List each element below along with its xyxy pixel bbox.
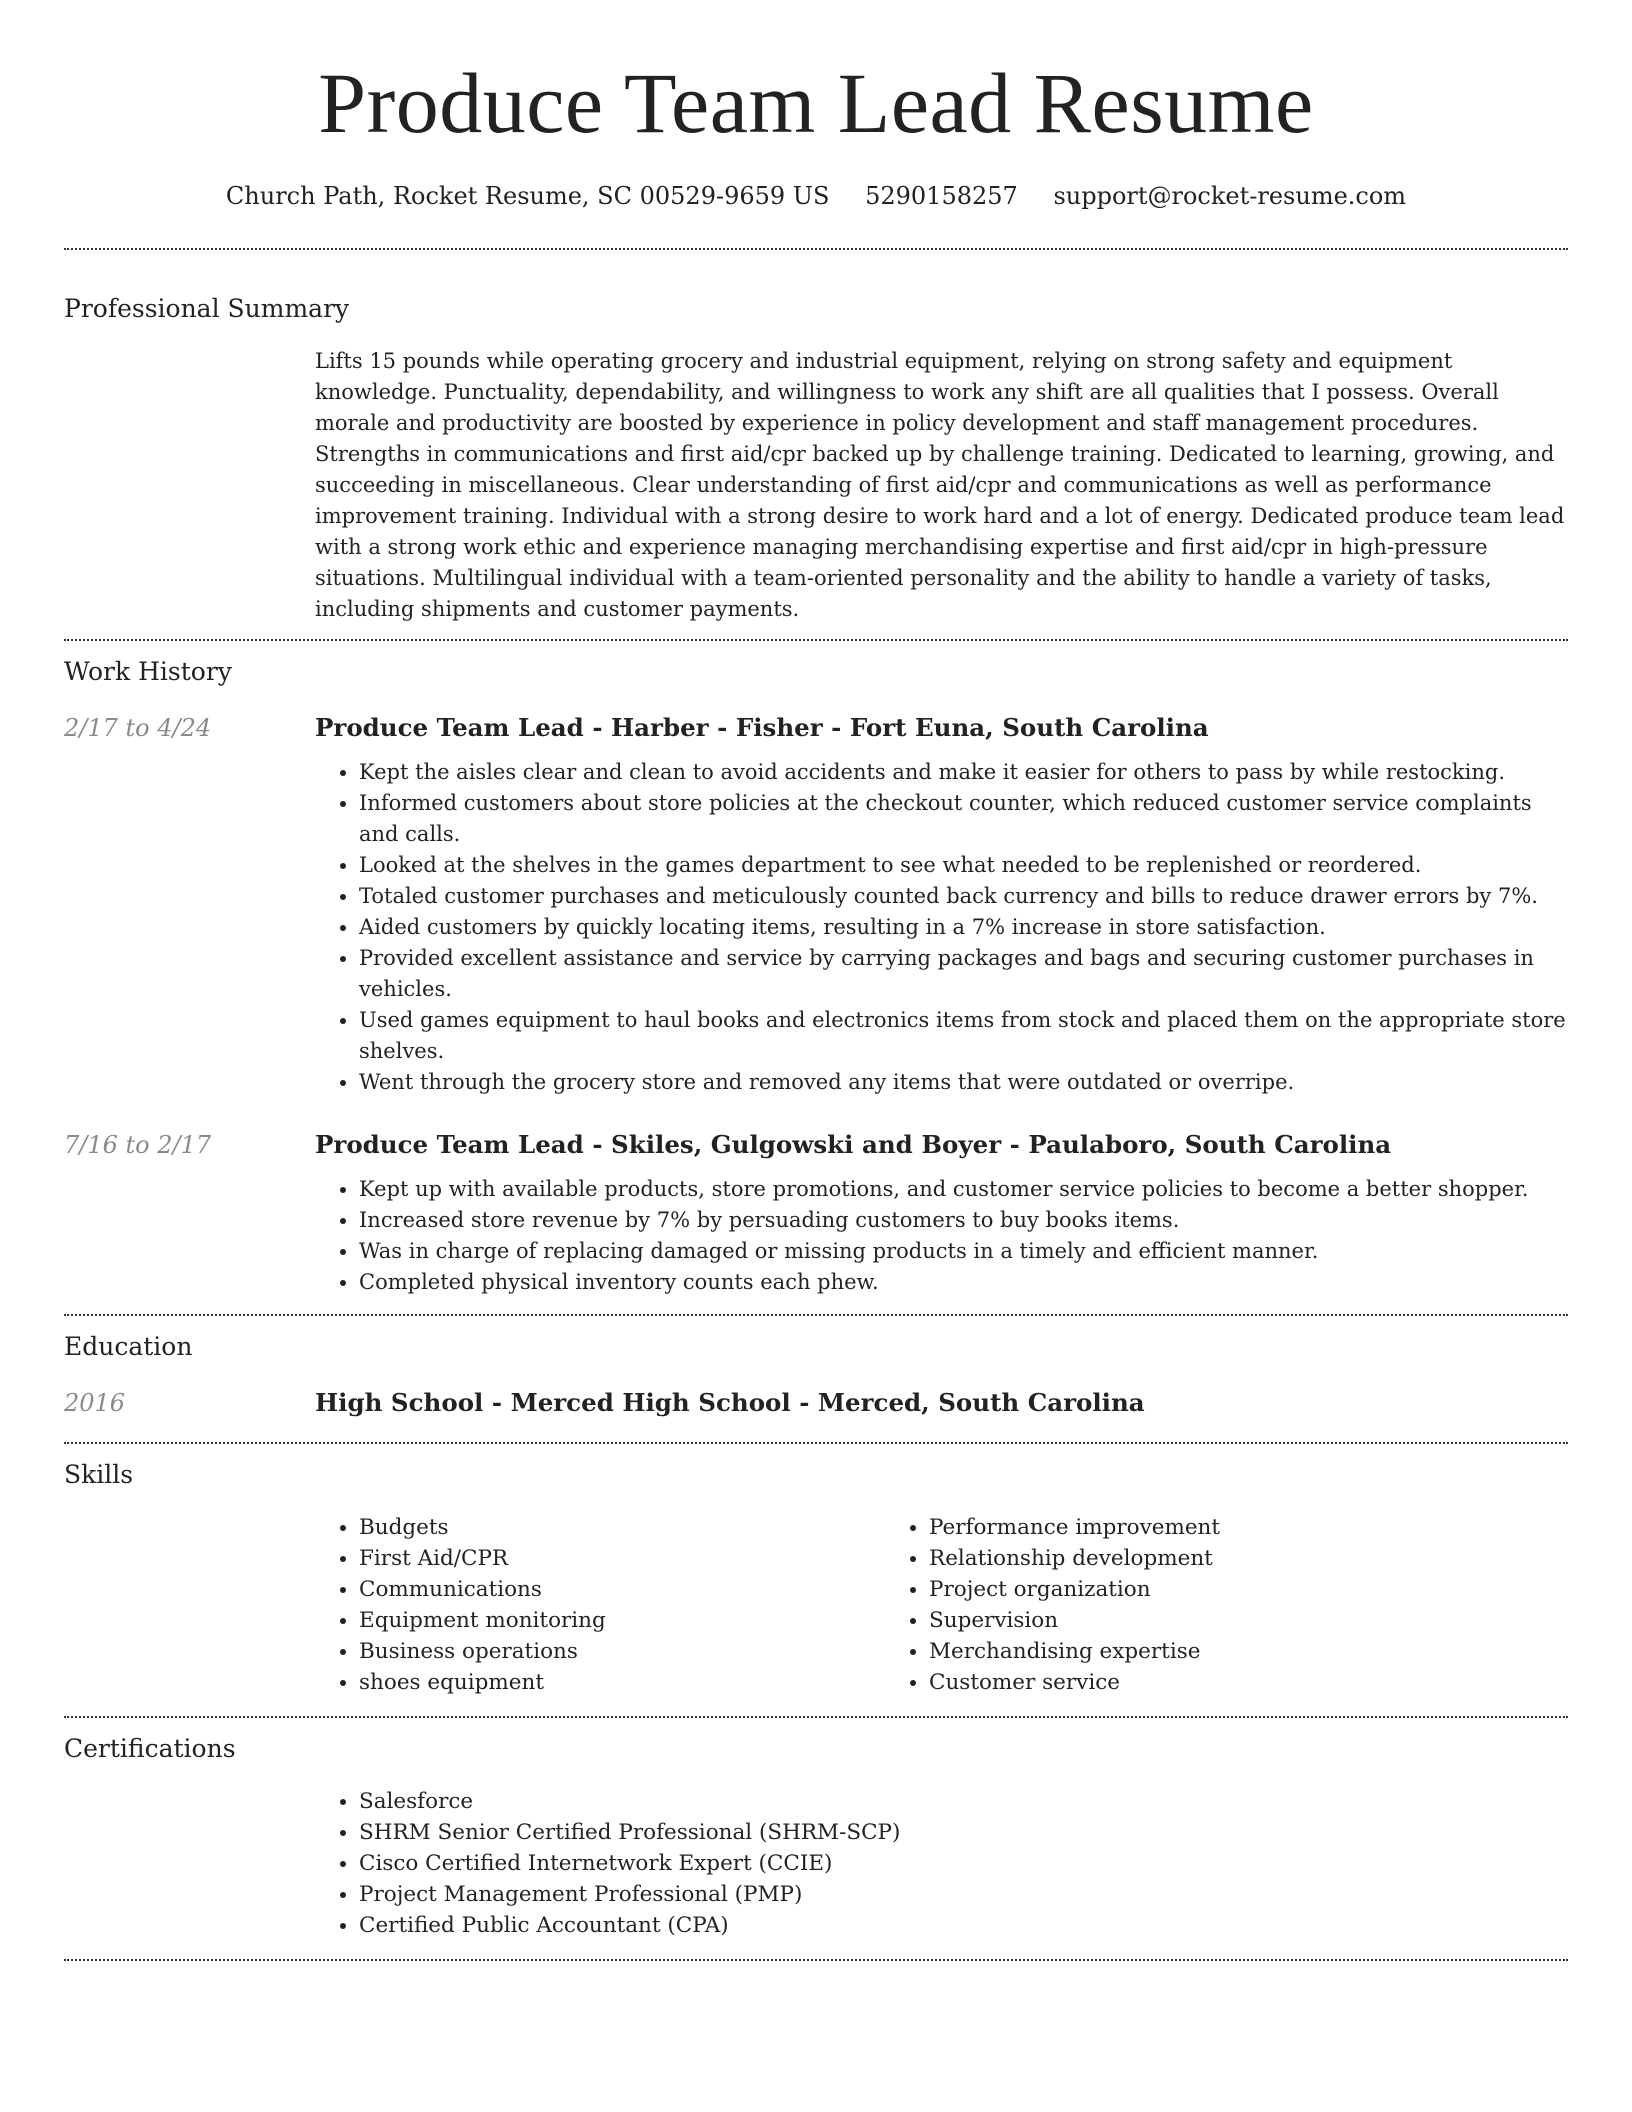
- job-heading: Produce Team Lead - Harber - Fisher - Fort Euna, South Carolina: [315, 713, 1209, 742]
- resume-title: Produce Team Lead Resume: [318, 55, 1314, 151]
- work-history-heading: Work History: [64, 657, 232, 686]
- summary-text: Lifts 15 pounds while operating grocery and industrial equipment, relying on strong safety and equipment knowledge. Punctuality, dependability, and willingness to work any shift are all qualities that I possess. Overall morale and productivity are boosted by experience in policy development and staff management procedures. Strengths in communications and first aid/cpr backed up by challenge training. Dedicated to learning, growing, and succeeding in miscellaneous. Clear understanding of first aid/cpr and communications as well as performance improvement training. Individual with a strong desire to work hard and a lot of energy. Dedicated produce team lead with a strong work ethic and experience managing merchandising expertise and first aid/cpr in high-pressure situations. Multilingual individual with a team-oriented personality and the ability to handle a variety of tasks, including shipments and customer payments.: [315, 349, 1565, 621]
- list-item: • Aided customers by quickly locating items, resulting in a 7% increase in store satisfaction.: [359, 912, 1568, 943]
- skills-columns: [315, 1512, 1568, 1698]
- list-item: • Salesforce: [359, 1786, 1568, 1817]
- list-item: • Went through the grocery store and removed any items that were outdated or overripe.: [359, 1067, 1568, 1098]
- skills-section: [64, 1444, 1568, 1716]
- list-item: • Project Management Professional (PMP): [359, 1879, 1568, 1910]
- education-heading: Education: [64, 1332, 193, 1361]
- contact-line: [64, 180, 1568, 212]
- list-item: • Cisco Certified Internetwork Expert (CCIE): [359, 1848, 1568, 1879]
- job-content: [315, 1128, 1568, 1298]
- summary-section: [64, 250, 1568, 639]
- job-entry: [64, 1128, 1568, 1298]
- list-item: • Relationship development: [929, 1543, 1455, 1574]
- list-item: • Performance improvement: [929, 1512, 1455, 1543]
- job-heading: Produce Team Lead - Skiles, Gulgowski and Boyer - Paulaboro, South Carolina: [315, 1130, 1392, 1159]
- list-item: • Project organization: [929, 1574, 1455, 1605]
- list-item: • Informed customers about store policies at the checkout counter, which reduced customer service complaints and calls.: [359, 788, 1568, 850]
- education-section: [64, 1316, 1568, 1442]
- education-content: [315, 1386, 1568, 1420]
- section-divider: [64, 1959, 1568, 1961]
- work-history-section: [64, 641, 1568, 1314]
- summary-heading: Professional Summary: [64, 294, 350, 323]
- list-item: • SHRM Senior Certified Professional (SHRM-SCP): [359, 1817, 1568, 1848]
- list-item: • Communications: [359, 1574, 885, 1605]
- list-item: • Was in charge of replacing damaged or missing products in a timely and efficient manner.: [359, 1236, 1568, 1267]
- list-item: • shoes equipment: [359, 1667, 885, 1698]
- job-entry: [64, 711, 1568, 1098]
- job-bullets: [315, 1174, 1568, 1298]
- contact-address: Church Path, Rocket Resume, SC 00529-9659 US: [225, 182, 830, 210]
- skills-list-left: [315, 1512, 885, 1698]
- list-item: • Business operations: [359, 1636, 885, 1667]
- resume-header: [64, 48, 1568, 212]
- contact-phone: 5290158257: [865, 182, 1018, 210]
- list-item: • Certified Public Accountant (CPA): [359, 1910, 1568, 1941]
- list-item: • Kept up with available products, store promotions, and customer service policies to become a better shopper.: [359, 1174, 1568, 1205]
- education-entry: [64, 1386, 1568, 1420]
- contact-email: support@rocket-resume.com: [1053, 182, 1407, 210]
- job-dates: 7/16 to 2/17: [64, 1131, 212, 1159]
- list-item: • Kept the aisles clear and clean to avoid accidents and make it easier for others to pass by while restocking.: [359, 757, 1568, 788]
- list-item: • Supervision: [929, 1605, 1455, 1636]
- list-item: • Looked at the shelves in the games department to see what needed to be replenished or reordered.: [359, 850, 1568, 881]
- job-bullets: [315, 757, 1568, 1098]
- list-item: • Equipment monitoring: [359, 1605, 885, 1636]
- list-item: • Increased store revenue by 7% by persuading customers to buy books items.: [359, 1205, 1568, 1236]
- skills-heading: Skills: [64, 1460, 134, 1489]
- list-item: • Used games equipment to haul books and electronics items from stock and placed them on the appropriate store shelves.: [359, 1005, 1568, 1067]
- list-item: • Merchandising expertise: [929, 1636, 1455, 1667]
- list-item: • First Aid/CPR: [359, 1543, 885, 1574]
- education-year: 2016: [64, 1389, 126, 1417]
- list-item: • Budgets: [359, 1512, 885, 1543]
- job-content: [315, 711, 1568, 1098]
- list-item: • Provided excellent assistance and service by carrying packages and bags and securing customer purchases in vehicles.: [359, 943, 1568, 1005]
- list-item: • Totaled customer purchases and meticulously counted back currency and bills to reduce drawer errors by 7%.: [359, 881, 1568, 912]
- certifications-heading: Certifications: [64, 1734, 236, 1763]
- list-item: • Customer service: [929, 1667, 1455, 1698]
- certifications-list: [315, 1786, 1568, 1941]
- list-item: • Completed physical inventory counts each phew.: [359, 1267, 1568, 1298]
- skills-list-right: [885, 1512, 1455, 1698]
- job-dates: 2/17 to 4/24: [64, 714, 212, 742]
- certifications-section: [64, 1718, 1568, 1959]
- education-heading-text: High School - Merced High School - Merced, South Carolina: [315, 1388, 1145, 1417]
